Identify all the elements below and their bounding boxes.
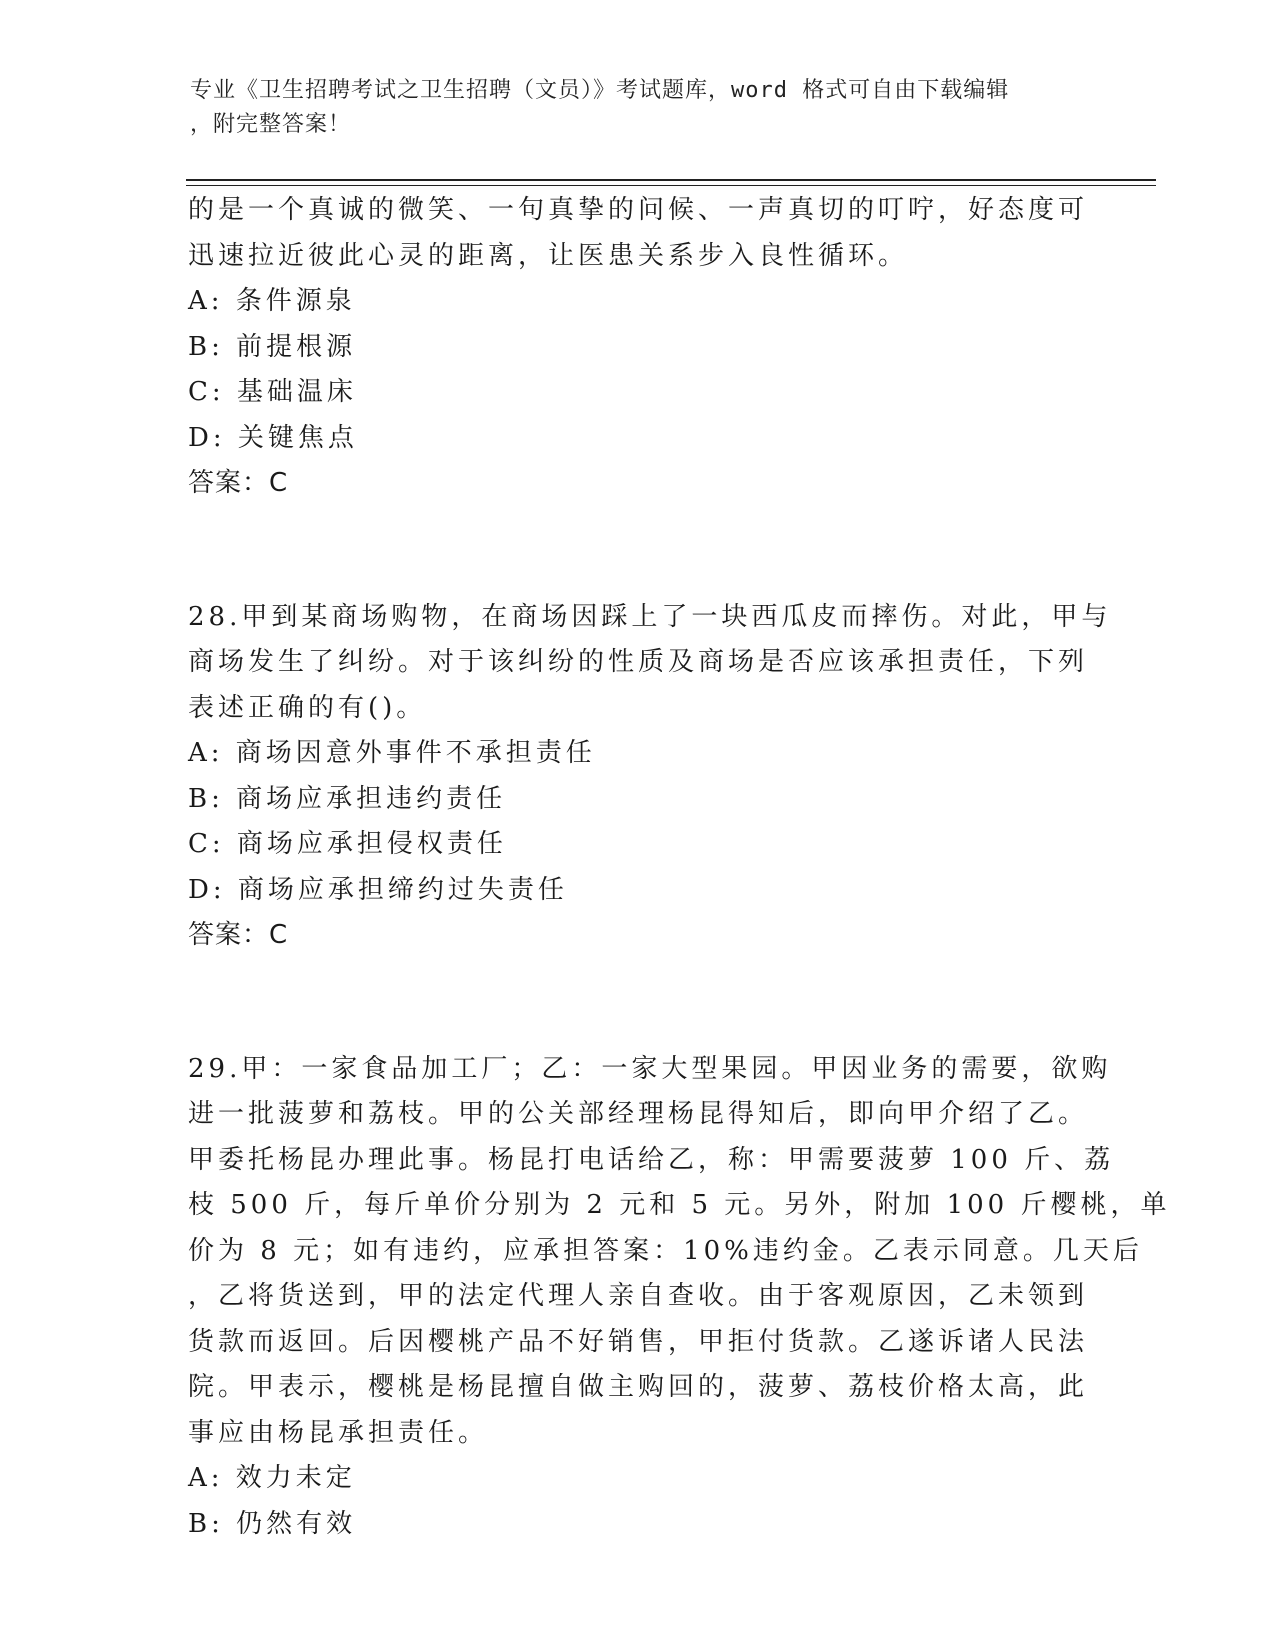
header-rule-thick (186, 179, 1156, 181)
option-c: C: 商场应承担侵权责任 (188, 829, 507, 859)
answer-line: 答案：C (188, 468, 289, 498)
option-d: D: 关键焦点 (188, 422, 358, 453)
question-stem-line: 价为 8 元；如有违约，应承担答案：10%违约金。乙表示同意。几天后 (188, 1235, 1143, 1266)
question-stem-line: 甲委托杨昆办理此事。杨昆打电话给乙，称：甲需要菠萝 100 斤、荔 (188, 1144, 1115, 1175)
option-a: A: 条件源泉 (188, 286, 356, 316)
question-stem-line: 进一批菠萝和荔枝。甲的公关部经理杨昆得知后，即向甲介绍了乙。 (188, 1099, 1089, 1129)
option-b: B: 前提根源 (188, 331, 357, 362)
answer-line: 答案：C (188, 920, 289, 950)
option-d: D: 商场应承担缔约过失责任 (188, 874, 568, 905)
question-stem-line: 院。甲表示，樱桃是杨昆擅自做主购回的，菠萝、荔枝价格太高，此 (188, 1372, 1089, 1402)
option-b: B: 商场应承担违约责任 (188, 783, 507, 814)
question-stem-line: 货款而返回。后因樱桃产品不好销售，甲拒付货款。乙遂诉诸人民法 (188, 1326, 1089, 1357)
header-line-1: 专业《卫生招聘考试之卫生招聘（文员）》考试题库，word 格式可自由下载编辑 (190, 78, 1010, 103)
question-stem-line: 事应由杨昆承担责任。 (188, 1417, 489, 1448)
question-28 (188, 595, 1112, 959)
question-stem-line: 28.甲到某商场购物，在商场因踩上了一块西瓜皮而摔伤。对此，甲与 (188, 601, 1112, 632)
header-rule-thin (186, 185, 1156, 186)
question-spacer (188, 507, 1088, 595)
option-a: A: 商场因意外事件不承担责任 (188, 738, 596, 768)
question-29 (188, 1047, 1171, 1548)
question-content (188, 188, 1171, 1547)
question-stem-line: ，乙将货送到，甲的法定代理人亲自查收。由于客观原因，乙未领到 (188, 1281, 1089, 1311)
question-stem-line: 的是一个真诚的微笑、一句真挚的问候、一声真切的叮咛，好态度可 (188, 195, 1089, 225)
option-a: A: 效力未定 (188, 1463, 356, 1493)
question-stem-line: 表述正确的有()。 (188, 692, 427, 723)
header-line-2: ，附完整答案！ (190, 112, 352, 137)
question-stem-line: 迅速拉近彼此心灵的距离，让医患关系步入良性循环。 (188, 240, 909, 271)
question-27 (188, 188, 1088, 507)
option-c: C: 基础温床 (188, 377, 357, 407)
document-header (190, 74, 1070, 142)
question-stem-line: 枝 500 斤，每斤单价分别为 2 元和 5 元。另外，附加 100 斤樱桃，单 (188, 1190, 1171, 1220)
option-b: B: 仍然有效 (188, 1508, 357, 1539)
question-stem-line: 29.甲：一家食品加工厂；乙：一家大型果园。甲因业务的需要，欲购 (188, 1053, 1112, 1084)
question-stem-line: 商场发生了纠纷。对于该纠纷的性质及商场是否应该承担责任，下列 (188, 647, 1089, 677)
question-spacer (188, 959, 1088, 1047)
